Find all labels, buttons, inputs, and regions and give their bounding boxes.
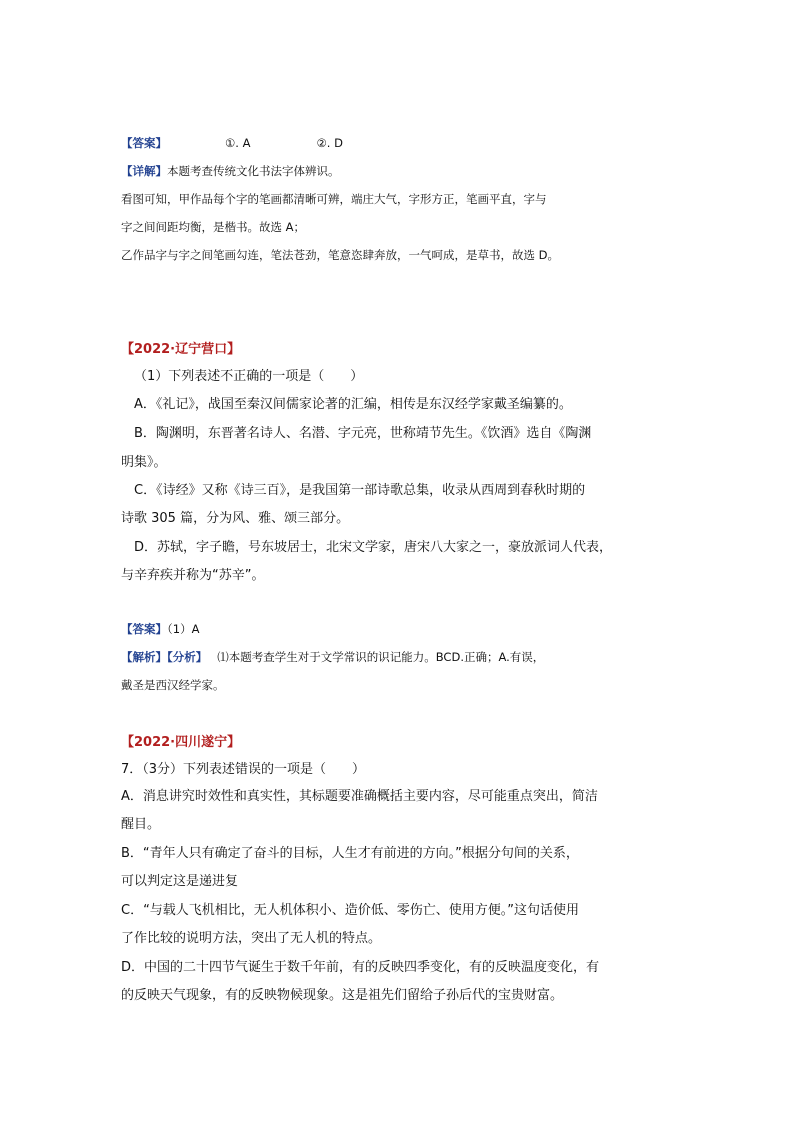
detail-label: 【详解】	[121, 164, 167, 178]
answer-line	[121, 138, 343, 150]
analysis-line	[121, 652, 544, 664]
analysis-label: 【解析】【分析】	[121, 650, 208, 664]
question-text: （1）下列表述不正确的一项是（ ）	[134, 369, 364, 384]
option-a: A．消息讲究时效性和真实性，其标题要准确概括主要内容，尽可能重点突出，简洁	[121, 789, 598, 804]
option-c-continued: 诗歌 305 篇，分为风、雅、颂三部分。	[121, 511, 350, 526]
answer-label: 【答案】	[121, 622, 167, 636]
option-d-continued: 与辛弃疾并称为“苏辛”。	[121, 568, 265, 583]
option-b: B．陶渊明，东晋著名诗人、名潜、字元亮，世称靖节先生。《饮酒》选自《陶渊	[134, 426, 592, 441]
detail-line	[121, 166, 340, 178]
option-c: C．“与载人飞机相比，无人机体积小、造价低、零伤亡、使用方便。”这句话使用	[121, 903, 580, 918]
answer-text: （1）A	[167, 622, 200, 636]
detail-text: 本题考查传统文化书法字体辨识。	[167, 164, 340, 178]
answer-option-2: ②. D	[316, 136, 343, 150]
option-a-continued: 醒目。	[121, 817, 161, 832]
option-c-continued: 了作比较的说明方法，突出了无人机的特点。	[121, 931, 382, 946]
option-c: C．《诗经》又称《诗三百》，是我国第一部诗歌总集，收录从西周到春秋时期的	[134, 483, 586, 498]
source-heading: 【2022·四川遂宁】	[121, 735, 241, 750]
detail-paragraph-line: 字之间间距均衡，是楷书。故选 A；	[121, 220, 306, 234]
option-a: A．《礼记》，战国至秦汉间儒家论著的汇编，相传是东汉经学家戴圣编纂的。	[134, 397, 572, 412]
source-heading: 【2022·辽宁营口】	[121, 342, 241, 357]
analysis-line-continued: 戴圣是西汉经学家。	[121, 678, 225, 692]
question-text: 7．（3分）下列表述错误的一项是（ ）	[121, 762, 366, 777]
option-d: D．中国的二十四节气诞生于数千年前，有的反映四季变化，有的反映温度变化，有	[121, 960, 600, 975]
option-d: D．苏轼，字子瞻，号东坡居士，北宋文学家，唐宋八大家之一，豪放派词人代表，	[134, 540, 613, 555]
answer-option-1: ①. A	[225, 136, 251, 150]
option-b: B．“青年人只有确定了奋斗的目标，人生才有前进的方向。”根据分句间的关系，	[121, 846, 579, 861]
detail-paragraph-line: 看图可知，甲作品每个字的笔画都清晰可辨，端庄大气，字形方正，笔画平直，字与	[121, 192, 547, 206]
answer-label: 【答案】	[121, 136, 167, 150]
option-b-continued: 可以判定这是递进复	[121, 874, 239, 889]
analysis-text: ⑴本题考查学生对于文学常识的识记能力。BCD.正确；A.有误，	[217, 650, 545, 664]
option-b-continued: 明集》。	[121, 455, 167, 470]
answer-line	[121, 624, 199, 636]
detail-paragraph-line: 乙作品字与字之间笔画勾连，笔法苍劲，笔意恣肆奔放，一气呵成，是草书，故选 D。	[121, 248, 560, 262]
option-d-continued: 的反映天气现象，有的反映物候现象。这是祖先们留给子孙后代的宝贵财富。	[121, 988, 564, 1003]
